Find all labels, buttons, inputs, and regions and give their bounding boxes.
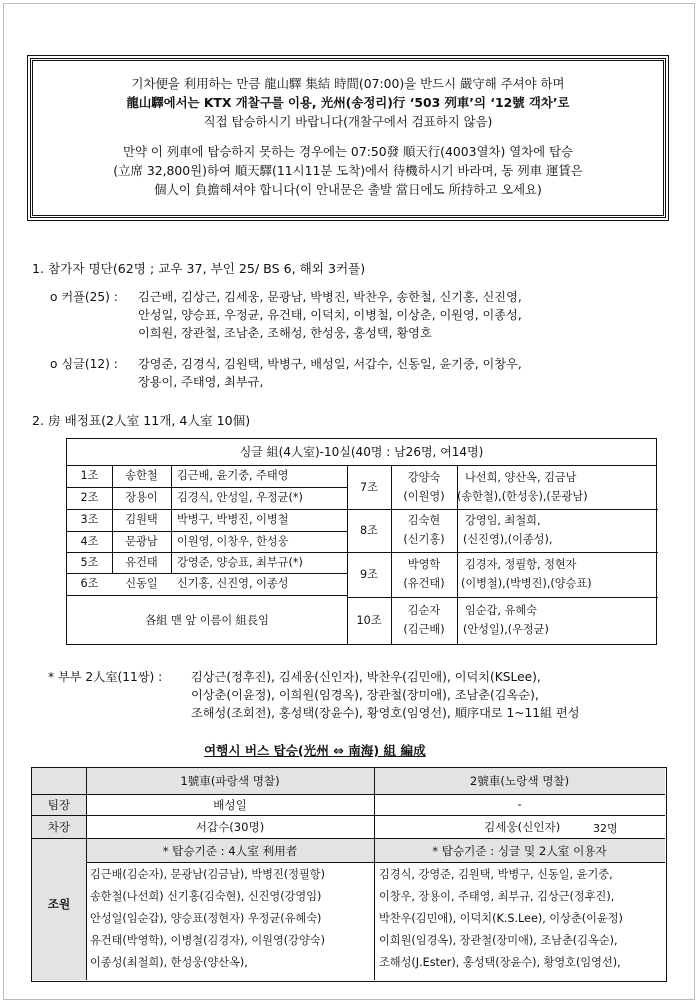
bus2-members-line: 김경식, 강영준, 김원택, 박병구, 신동일, 윤기중, xyxy=(379,868,613,881)
notice-line: 龍山驛에서는 KTX 개찰구를 이용, 光州(송정리)行 ‘503 列車’의 ‘12號 객차’로 xyxy=(126,95,570,110)
singles-line: 강영준, 김경식, 김원택, 박병구, 배성일, 서갑수, 신동일, 윤기중, 이창우, xyxy=(138,357,522,371)
couples-line: 김근배, 김상근, 김세웅, 문광남, 박병진, 박찬우, 송한철, 신기홍, 신진영, xyxy=(138,290,522,304)
team-leader-label: 팀장 xyxy=(47,798,71,812)
room-members: 나선희, 양산옥, 김금남 xyxy=(465,471,577,484)
bus1-members-line: 안성일(임순갑), 양승표(정현자) 우정균(유혜숙) xyxy=(90,912,322,925)
room-members-partners: (이병철),(박병진),(양승표) xyxy=(461,577,592,590)
couples-line: 안성일, 양승표, 우정균, 유건태, 이덕치, 이병철, 이상춘, 이원영, 이종성, xyxy=(138,308,522,322)
room-members: 박병구, 박병진, 이병철 xyxy=(177,513,289,526)
bus1-members-line: 김근배(김순자), 문광남(김금남), 박병진(정필항) xyxy=(90,868,325,881)
room-group: 5조 xyxy=(80,556,99,569)
notice-line: 직접 탑승하시기 바랍니다(개찰구에서 검표하지 않음) xyxy=(203,114,493,129)
room-leader: 강양숙 xyxy=(407,471,441,484)
room-leader: 송한철 xyxy=(125,469,158,482)
room-members: 이원영, 이창우, 한성웅 xyxy=(177,535,289,548)
room-group: 9조 xyxy=(360,568,378,581)
bus2-header: 2號車(노랑색 명찰) xyxy=(469,774,570,788)
room-table xyxy=(66,438,657,645)
couples-line: 이희원, 장관철, 조남춘, 조해성, 한성웅, 홍성택, 황영호 xyxy=(138,326,432,340)
bus1-team-leader: 배성일 xyxy=(213,798,247,812)
room-leader: 박영학 xyxy=(407,558,441,571)
couple-rooms-line: 김상근(정후진), 김세웅(신인자), 박찬우(김민애), 이덕치(KSLee), xyxy=(191,670,541,684)
couple-rooms-line: 이상춘(이윤정), 이희원(임경옥), 장관철(장미애), 조남춘(김옥순), xyxy=(191,688,539,702)
room-leader-partner: (유건태) xyxy=(403,577,445,590)
room-table-note: 各組 맨 앞 이름이 組長임 xyxy=(145,614,269,627)
room-leader: 김숙현 xyxy=(407,514,441,527)
room-table-title: 싱글 組(4人室)-10실(40명 : 남26명, 여14명) xyxy=(67,439,656,466)
room-group: 1조 xyxy=(80,469,99,482)
section1-title: 1. 참가자 명단(62명 ; 교우 37, 부인 25/ BS 6, 해외 3커플) xyxy=(32,261,366,276)
members-label: 조원 xyxy=(47,897,71,911)
room-group: 8조 xyxy=(360,524,378,537)
singles-line: 장용이, 주태영, 최부규, xyxy=(138,375,264,389)
couple-rooms-line: 조해성(조회전), 홍성택(장윤수), 황영호(임영선), 順序대로 1~11組 편성 xyxy=(191,706,580,720)
room-leader: 김순자 xyxy=(407,604,441,617)
room-leader-partner: (김근배) xyxy=(403,623,445,636)
room-members: 신기홍, 신진영, 이종성 xyxy=(177,577,289,590)
room-leader-partner: (이원영) xyxy=(403,490,445,503)
room-group: 7조 xyxy=(360,481,378,494)
notice-line: 기차便을 利用하는 만큼 龍山驛 集結 時間(07:00)을 반드시 嚴守해 주셔야 하며 xyxy=(131,76,565,91)
room-leader: 김원택 xyxy=(125,513,158,526)
room-members: 김근배, 윤기중, 주태영 xyxy=(177,469,289,482)
room-group: 2조 xyxy=(80,491,99,504)
bus2-members-line: 이창우, 장용이, 주태영, 최부규, 김상근(정후진), xyxy=(379,890,615,903)
room-members: 강영임, 최철희, xyxy=(465,514,541,527)
room-leader: 문광남 xyxy=(125,535,158,548)
bus1-header: 1號車(파랑색 명찰) xyxy=(180,774,280,788)
bus2-members-line: 조해성(J.Ester), 홍성택(장윤수), 황영호(임영선), xyxy=(379,956,621,969)
room-members-partners: (신진영),(이종성), xyxy=(463,533,553,546)
room-group: 6조 xyxy=(80,577,99,590)
bus1-car-leader: 서갑수(30명) xyxy=(195,820,265,834)
room-group: 4조 xyxy=(80,535,99,548)
room-members: 임순갑, 유혜숙 xyxy=(465,604,537,617)
bus-title: 여행시 버스 탑승(光州 ⇔ 南海) 組 編成 xyxy=(204,743,426,758)
notice-line: (立席 32,800원)하여 順天驛(11시11분 도착)에서 待機하시기 바라며, 동 列車 運賃은 xyxy=(113,163,583,178)
room-leader: 신동일 xyxy=(125,577,158,590)
bus2-car-count: 32명 xyxy=(593,822,618,835)
notice-line: 만약 이 列車에 탑승하지 못하는 경우에는 07:50發 順天行(4003열차) 열차에 탑승 xyxy=(122,144,574,159)
couples-label: o 커플(25) : xyxy=(50,290,118,304)
bus2-members-line: 박찬우(김민애), 이덕치(K.S.Lee), 이상춘(이윤정) xyxy=(379,912,623,925)
section2-title: 2. 房 배정표(2人室 11개, 4人室 10個) xyxy=(32,413,251,428)
room-leader-partner: (신기홍) xyxy=(403,533,445,546)
bus1-members-line: 유건태(박영학), 이병철(김경자), 이원영(강양숙) xyxy=(90,934,325,947)
couple-rooms-label: * 부부 2人室(11쌍) : xyxy=(48,670,163,684)
bus1-members-line: 송한철(나선희) 신기홍(김숙현), 신진영(강영임) xyxy=(90,890,322,903)
bus1-criteria: * 탑승기준 : 4人室 利用者 xyxy=(162,844,298,858)
room-members-partners: (송한철),(한성웅),(문광남) xyxy=(457,490,588,503)
car-leader-label: 차장 xyxy=(47,820,71,834)
notice-box xyxy=(30,58,666,218)
room-leader: 장용이 xyxy=(125,491,158,504)
room-leader: 유건태 xyxy=(125,556,158,569)
room-members-partners: (안성일),(우정균) xyxy=(463,623,549,636)
bus2-car-leader: 김세웅(신인자) xyxy=(484,820,561,834)
bus2-team-leader: - xyxy=(517,797,522,811)
bus1-members-line: 이종성(최철희), 한성웅(양산옥), xyxy=(90,956,248,969)
bus2-criteria: * 탑승기준 : 싱글 및 2人室 이용자 xyxy=(432,844,607,858)
room-members: 김경자, 정필항, 정현자 xyxy=(465,558,577,571)
room-group: 10조 xyxy=(356,614,382,627)
notice-line: 個人이 負擔해셔야 합니다(이 안내문은 출발 當日에도 所持하고 오세요) xyxy=(154,182,542,197)
room-members: 김경식, 안성일, 우정균(*) xyxy=(177,491,303,504)
bus2-members-line: 이희원(임경옥), 장관철(장미애), 조남춘(김옥순), xyxy=(379,934,618,947)
room-group: 3조 xyxy=(80,513,99,526)
room-members: 강영준, 양승표, 최부규(*) xyxy=(177,556,303,569)
singles-label: o 싱글(12) : xyxy=(50,357,118,371)
bus-table xyxy=(31,767,667,982)
